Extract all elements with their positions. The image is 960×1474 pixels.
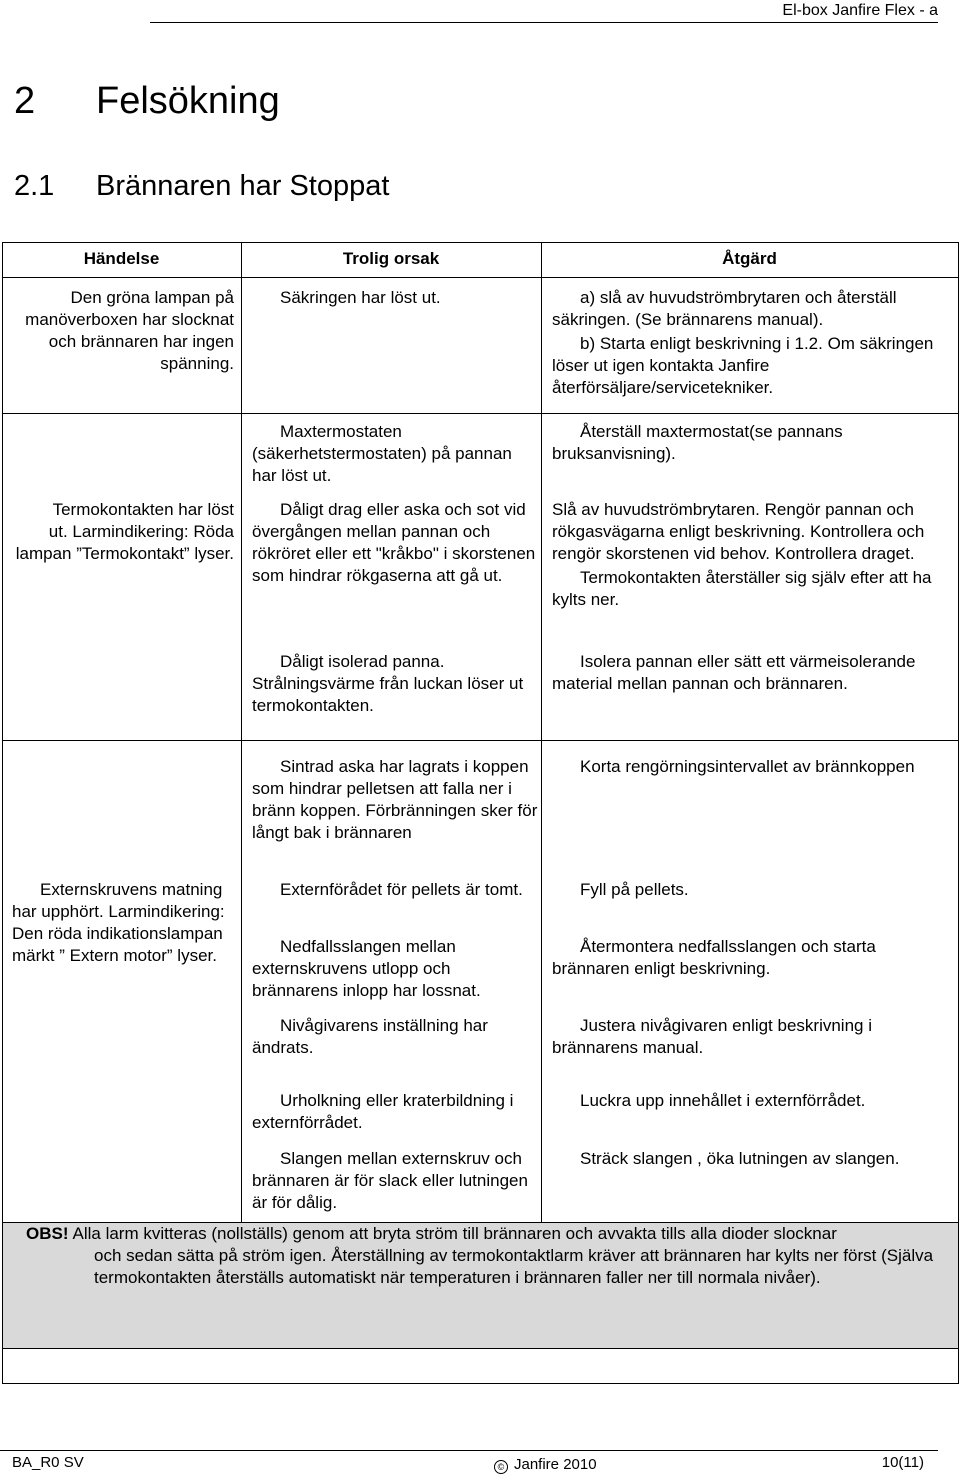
action-poor-draft xyxy=(552,499,952,611)
table-col1-divider xyxy=(241,242,242,1222)
action-fuse-a: a) slå av huvudströmbrytaren och återställ säkringen. (Se brännarens manual). xyxy=(552,288,897,329)
table-group1-border xyxy=(2,413,959,414)
cause-store-empty xyxy=(252,879,538,901)
footer-page-number: 10(11) xyxy=(881,1454,924,1471)
table-col2-divider xyxy=(541,242,542,1222)
action-store-empty xyxy=(552,879,952,901)
footer-copyright xyxy=(494,1456,597,1474)
event-text: Den gröna lampan på manöverboxen har slocknat och brännaren har ingen spänning. xyxy=(25,288,234,373)
note-label: OBS! xyxy=(26,1224,69,1243)
cause-text: Nedfallsslangen mellan externskruvens utlopp och brännarens inlopp har lossnat. xyxy=(252,937,481,1000)
cause-text: Dåligt isolerad panna. Strålningsvärme från luckan löser ut termokontakten. xyxy=(252,652,524,715)
heading-1-text: Felsökning xyxy=(96,80,280,122)
action-text: Återmontera nedfallsslangen och starta brännaren enligt beskrivning. xyxy=(552,937,876,978)
cause-text: Slangen mellan externskruv och brännaren är för slack eller lutningen är för dålig. xyxy=(252,1149,528,1212)
cause-text: Sintrad aska har lagrats i koppen som hindrar pelletsen att falla ner i bränn koppen. Förbränningen sker för långt bak i brännaren xyxy=(252,757,538,842)
note-rest: och sedan sätta på ström igen. Återställning av termokontaktlarm kräver att brännaren har kylts ner först (Själva termokontakten återställs automatiskt när temperaturen i brännaren faller ner till normala nivåer). xyxy=(94,1246,934,1287)
action-text: Sträck slangen , öka lutningen av slangen. xyxy=(580,1149,900,1168)
table-top-border xyxy=(2,242,959,243)
note-text xyxy=(26,1223,958,1289)
cause-poor-draft xyxy=(252,499,538,587)
heading-1 xyxy=(14,80,280,123)
action-text: Isolera pannan eller sätt ett värmeisolerande material mellan pannan och brännaren. xyxy=(552,652,916,693)
table-right-border xyxy=(958,242,959,1222)
action-text: Slå av huvudströmbrytaren. Rengör pannan och rökgasvägarna enligt beskrivning. Kontrollera och rengör skorstenen vid behov. Kontrollera draget. xyxy=(552,500,925,563)
event-green-lamp xyxy=(12,287,234,375)
action-fuse xyxy=(552,287,952,399)
cause-text: Dåligt drag eller aska och sot vid övergången mellan pannan och rökröret eller ett "kråkbo" i skorstenen som hindrar rökgaserna att gå ut. xyxy=(252,500,536,585)
action-hose-detached xyxy=(552,936,952,980)
page-header-title: El-box Janfire Flex - a xyxy=(782,2,938,19)
cause-max-thermostat xyxy=(252,421,538,487)
header-rule xyxy=(150,22,938,23)
heading-2-number: 2.1 xyxy=(14,170,55,202)
action-text: Justera nivågivaren enligt beskrivning i brännarens manual. xyxy=(552,1016,872,1057)
note-line1: Alla larm kvitteras (nollställs) genom att bryta ström till brännaren och avvakta tills alla dioder slocknar xyxy=(72,1224,837,1243)
footer-doc-id: BA_R0 SV xyxy=(12,1454,84,1471)
action-text: Termokontakten återställer sig själv efter att ha kylts ner. xyxy=(552,568,932,609)
cause-cratering xyxy=(252,1090,538,1134)
action-level-sensor xyxy=(552,1015,952,1059)
cause-hose-detached xyxy=(252,936,538,1002)
cause-sintered-ash xyxy=(252,756,538,844)
column-header-event: Händelse xyxy=(83,249,160,268)
column-header-action: Åtgärd xyxy=(722,249,777,268)
footer-copyright-text: Janfire 2010 xyxy=(514,1456,597,1473)
event-external-screw xyxy=(12,879,234,967)
footer-rule xyxy=(0,1450,938,1451)
action-text: Fyll på pellets. xyxy=(580,880,689,899)
table-header-border xyxy=(2,277,959,278)
cause-text: Urholkning eller kraterbildning i externförrådet. xyxy=(252,1091,514,1132)
action-text: Luckra upp innehållet i externförrådet. xyxy=(580,1091,866,1110)
event-text: Termokontakten har löst ut. Larmindikering: Röda lampan ”Termokontakt” lyser. xyxy=(15,500,234,563)
heading-2-text: Brännaren har Stoppat xyxy=(96,170,390,202)
cause-text: Maxtermostaten (säkerhetstermostaten) på pannan har löst ut. xyxy=(252,422,512,485)
action-text: Återställ maxtermostat(se pannans bruksanvisning). xyxy=(552,422,843,463)
action-sintered-ash xyxy=(552,756,952,778)
action-hose-slack xyxy=(552,1148,952,1170)
table-blank-row xyxy=(2,1349,959,1384)
event-text: Externskruvens matning har upphört. Larmindikering: Den röda indikationslampan märkt ” Extern motor” lyser. xyxy=(12,880,225,965)
table-left-border xyxy=(2,242,3,1222)
cause-text: Externförådet för pellets är tomt. xyxy=(280,880,523,899)
event-thermo-contact xyxy=(12,499,234,565)
heading-2 xyxy=(14,170,389,203)
cause-text: Nivågivarens inställning har ändrats. xyxy=(252,1016,488,1057)
column-header-cause: Trolig orsak xyxy=(342,249,440,268)
copyright-icon: © xyxy=(494,1460,508,1474)
cause-poor-insulation xyxy=(252,651,538,717)
action-max-thermostat xyxy=(552,421,952,465)
cause-fuse: Säkringen har löst ut. xyxy=(280,288,441,307)
cause-hose-slack xyxy=(252,1148,538,1214)
cause-level-sensor xyxy=(252,1015,538,1059)
action-cratering xyxy=(552,1090,952,1112)
heading-1-number: 2 xyxy=(14,80,36,122)
action-fuse-b: b) Starta enligt beskrivning i 1.2. Om säkringen löser ut igen kontakta Janfire återförsäljare/servicetekniker. xyxy=(552,334,934,397)
action-poor-insulation xyxy=(552,651,952,695)
table-group2-border xyxy=(2,740,959,741)
action-text: Korta rengörningsintervallet av brännkoppen xyxy=(580,757,915,776)
